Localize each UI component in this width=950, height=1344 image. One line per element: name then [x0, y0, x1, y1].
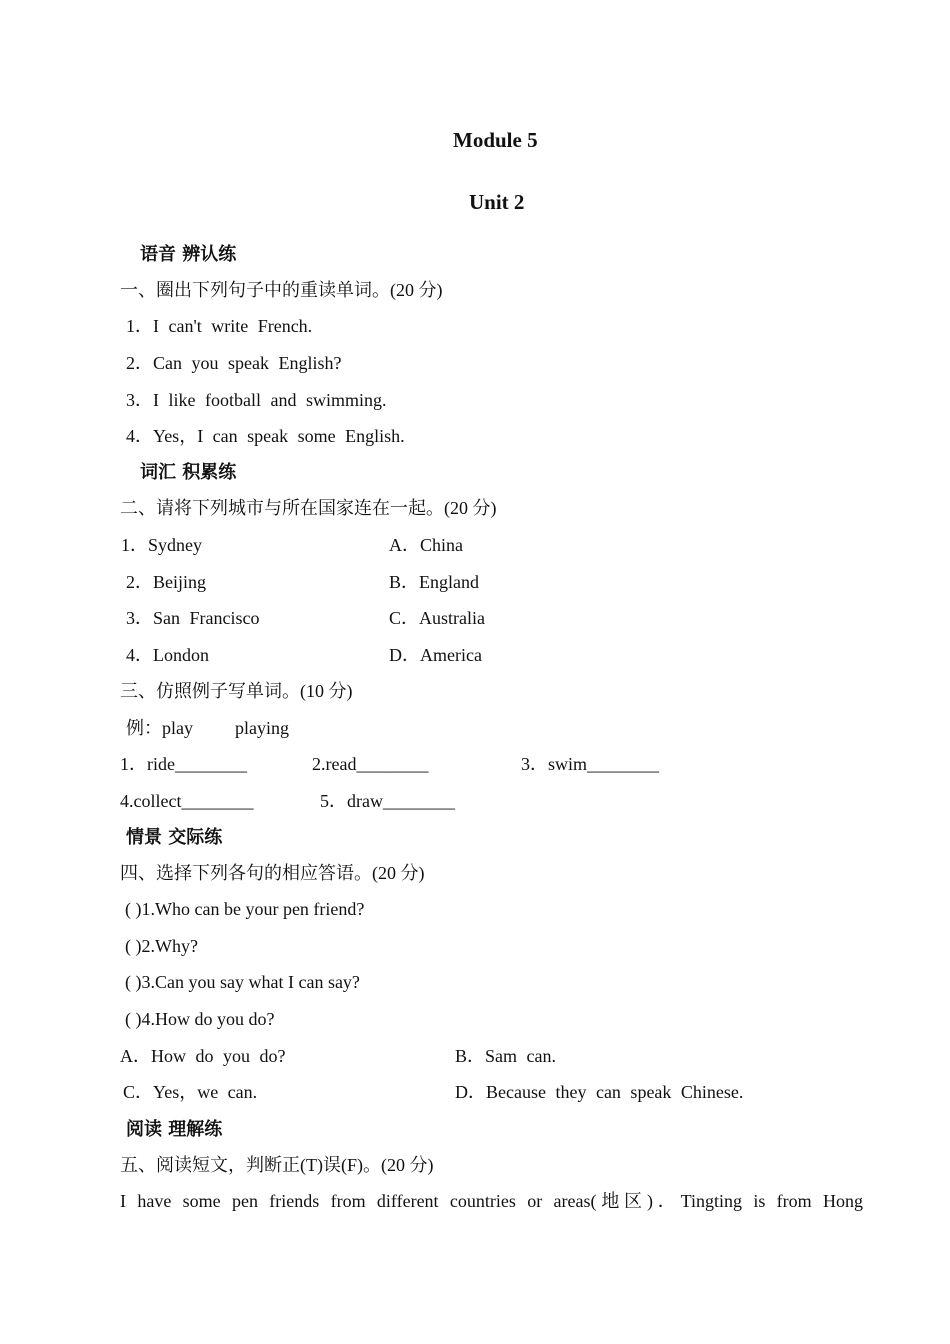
s4-option-d: D．Because they can speak Chinese. — [455, 1082, 744, 1102]
s4-option-c: C．Yes，we can. — [123, 1082, 258, 1102]
s3-item-3: 3．swim________ — [521, 754, 660, 774]
s1-item-1: 1．I can't write French. — [126, 316, 313, 336]
s4-question-4: ( )4.How do you do? — [125, 1009, 275, 1029]
s3-item-1: 1．ride________ — [120, 754, 247, 774]
s3-item-5: 5．draw________ — [320, 791, 455, 811]
s4-question-2: ( )2.Why? — [125, 936, 198, 956]
s3-item-2: 2.read________ — [312, 754, 429, 774]
reading-passage-line: I have some pen friends from different countries or areas(地区)．Tingting is from Hong — [120, 1191, 863, 1211]
city-4: 4．London — [126, 645, 209, 665]
section-heading-4: 四、选择下列各句的相应答语。(20 分) — [120, 863, 425, 883]
unit-title: Unit 2 — [469, 190, 525, 214]
s1-item-4: 4．Yes，I can speak some English. — [126, 426, 405, 446]
example-prefix: 例：play — [126, 718, 193, 738]
section-label-communication: 情景 交际练 — [126, 827, 223, 848]
module-title: Module 5 — [453, 128, 538, 152]
city-2: 2．Beijing — [126, 572, 206, 592]
section-label-pronunciation: 语音 辨认练 — [140, 244, 237, 265]
s1-item-2: 2．Can you speak English? — [126, 353, 342, 373]
city-3: 3．San Francisco — [126, 608, 260, 628]
section-heading-1: 一、圈出下列句子中的重读单词。(20 分) — [120, 280, 443, 300]
s4-option-a: A．How do you do? — [120, 1046, 286, 1066]
section-label-vocabulary: 词汇 积累练 — [140, 462, 237, 483]
section-label-reading: 阅读 理解练 — [126, 1119, 223, 1140]
s4-question-3: ( )3.Can you say what I can say? — [125, 972, 360, 992]
s3-item-4: 4.collect________ — [120, 791, 254, 811]
country-a: A．China — [389, 535, 463, 555]
example-answer: playing — [235, 718, 289, 738]
city-1: 1．Sydney — [121, 535, 202, 555]
s4-question-1: ( )1.Who can be your pen friend? — [125, 899, 365, 919]
section-heading-2: 二、请将下列城市与所在国家连在一起。(20 分) — [120, 498, 497, 518]
section-heading-3: 三、仿照例子写单词。(10 分) — [120, 681, 353, 701]
country-c: C．Australia — [389, 608, 485, 628]
section-heading-5: 五、阅读短文，判断正(T)误(F)。(20 分) — [120, 1155, 434, 1175]
country-d: D．America — [389, 645, 482, 665]
country-b: B．England — [389, 572, 479, 592]
s1-item-3: 3．I like football and swimming. — [126, 390, 387, 410]
s4-option-b: B．Sam can. — [455, 1046, 556, 1066]
